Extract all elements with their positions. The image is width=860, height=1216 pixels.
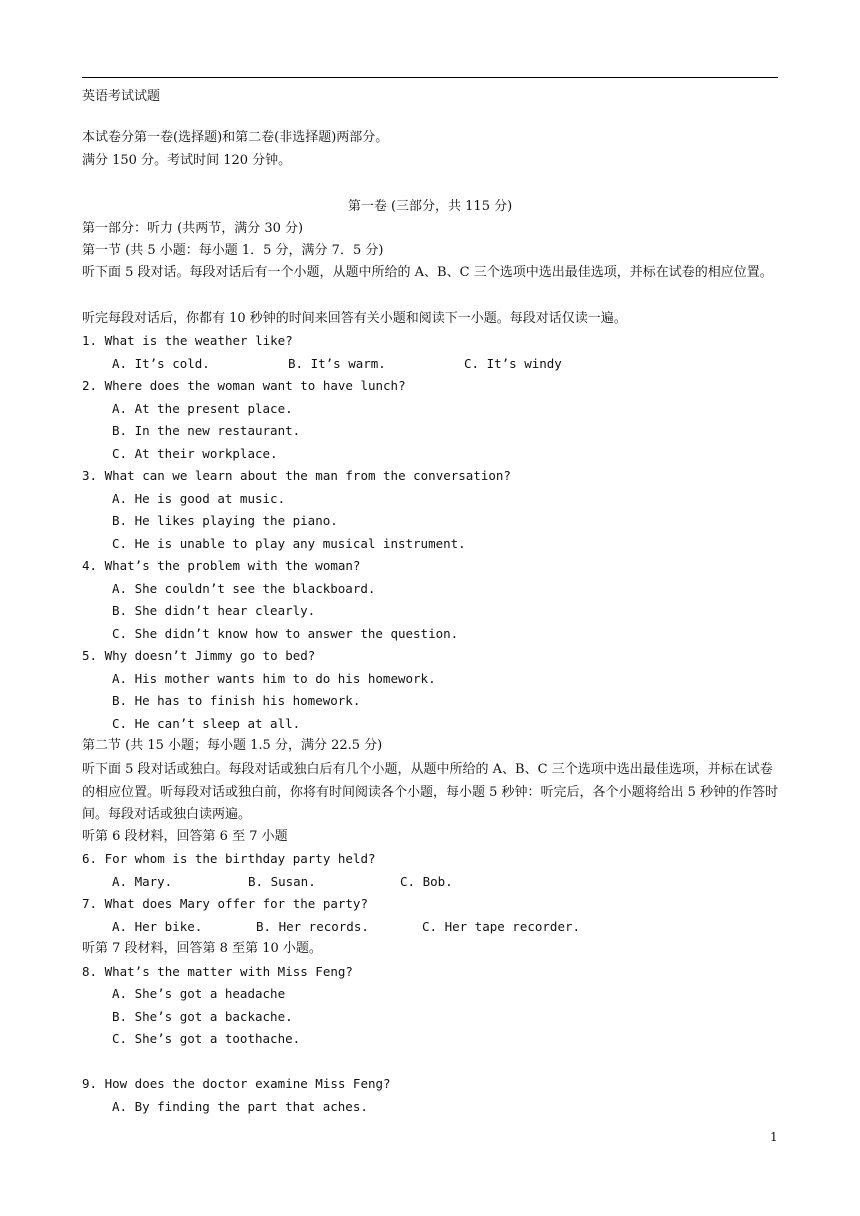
question-2-option-a: A. At the present place. bbox=[112, 401, 293, 416]
question-6-option-a: A. Mary. bbox=[112, 874, 173, 889]
section1-instructions-1: 听下面 5 段对话。每段对话后有一个小题，从题中所给的 A、B、C 三个选项中选出最佳选项，并标在试卷的相应位置。 bbox=[82, 265, 773, 280]
question-7-option-a: A. Her bike. bbox=[112, 919, 203, 934]
question-2-option-b: B. In the new restaurant. bbox=[112, 423, 301, 438]
question-7-option-b: B. Her records. bbox=[256, 919, 369, 934]
page-number: 1 bbox=[770, 1130, 778, 1144]
question-9-option-a: A. By finding the part that aches. bbox=[112, 1099, 368, 1114]
question-5-option-b: B. He has to finish his homework. bbox=[112, 693, 361, 708]
question-5-option-c: C. He can’t sleep at all. bbox=[112, 716, 301, 731]
question-6-option-c: C. Bob. bbox=[400, 874, 453, 889]
material-6-heading: 听第 6 段材料，回答第 6 至 7 小题 bbox=[82, 829, 288, 844]
question-1-stem: 1. What is the weather like? bbox=[82, 333, 293, 348]
question-4-option-c: C. She didn’t know how to answer the question. bbox=[112, 626, 459, 641]
question-8-option-c: C. She’s got a toothache. bbox=[112, 1031, 301, 1046]
question-4-option-a: A. She couldn’t see the blackboard. bbox=[112, 581, 376, 596]
question-1-option-c: C. It’s windy bbox=[464, 356, 562, 371]
question-6-option-b: B. Susan. bbox=[248, 874, 316, 889]
question-8-option-a: A. She’s got a headache bbox=[112, 986, 286, 1001]
question-2-stem: 2. Where does the woman want to have lunch? bbox=[82, 378, 406, 393]
question-3-option-c: C. He is unable to play any musical instrument. bbox=[112, 536, 466, 551]
section2-instructions: 听下面 5 段对话或独白。每段对话或独白后有几个小题，从题中所给的 A、B、C 三个选项中选出最佳选项，并标在试卷的相应位置。听每段对话或独白前，你将有时间阅读各个小题，每小题 5 秒钟：听完后，各个小题将给出 5 秒钟的作答时间。每段对话或独白读两遍。 bbox=[82, 762, 779, 822]
question-2-option-c: C. At their workplace. bbox=[112, 446, 278, 461]
question-7-stem: 7. What does Mary offer for the party? bbox=[82, 896, 368, 911]
section1-instructions-2: 听完每段对话后，你都有 10 秒钟的时间来回答有关小题和阅读下一小题。每段对话仅读一遍。 bbox=[82, 311, 627, 326]
question-9-stem: 9. How does the doctor examine Miss Feng? bbox=[82, 1076, 391, 1091]
question-6-stem: 6. For whom is the birthday party held? bbox=[82, 851, 376, 866]
part1-title: 第一部分：听力 (共两节，满分 30 分) bbox=[82, 221, 304, 236]
question-8-stem: 8. What’s the matter with Miss Feng? bbox=[82, 964, 353, 979]
question-4-option-b: B. She didn’t hear clearly. bbox=[112, 603, 316, 618]
section2-title: 第二节 (共 15 小题；每小题 1.5 分，满分 22.5 分) bbox=[82, 738, 383, 753]
intro-line-2: 满分 150 分。考试时间 120 分钟。 bbox=[82, 153, 292, 168]
question-7-option-c: C. Her tape recorder. bbox=[422, 919, 581, 934]
question-8-option-b: B. She’s got a backache. bbox=[112, 1009, 293, 1024]
running-head: 英语考试试题 bbox=[82, 89, 161, 104]
volume-title: 第一卷 (三部分，共 115 分) bbox=[347, 199, 513, 214]
question-4-stem: 4. What’s the problem with the woman? bbox=[82, 558, 361, 573]
question-3-option-a: A. He is good at music. bbox=[112, 491, 286, 506]
question-3-option-b: B. He likes playing the piano. bbox=[112, 513, 338, 528]
question-1-option-a: A. It’s cold. bbox=[112, 356, 210, 371]
question-5-stem: 5. Why doesn’t Jimmy go to bed? bbox=[82, 648, 316, 663]
header-rule bbox=[82, 77, 778, 78]
intro-line-1: 本试卷分第一卷(选择题)和第二卷(非选择题)两部分。 bbox=[82, 130, 389, 145]
section1-title: 第一节 (共 5 小题：每小题 1．5 分，满分 7．5 分) bbox=[82, 243, 384, 258]
question-3-stem: 3. What can we learn about the man from the conversation? bbox=[82, 468, 511, 483]
material-7-heading: 听第 7 段材料，回答第 8 至第 10 小题。 bbox=[82, 941, 322, 956]
question-1-option-b: B. It’s warm. bbox=[288, 356, 386, 371]
question-5-option-a: A. His mother wants him to do his homework. bbox=[112, 671, 436, 686]
